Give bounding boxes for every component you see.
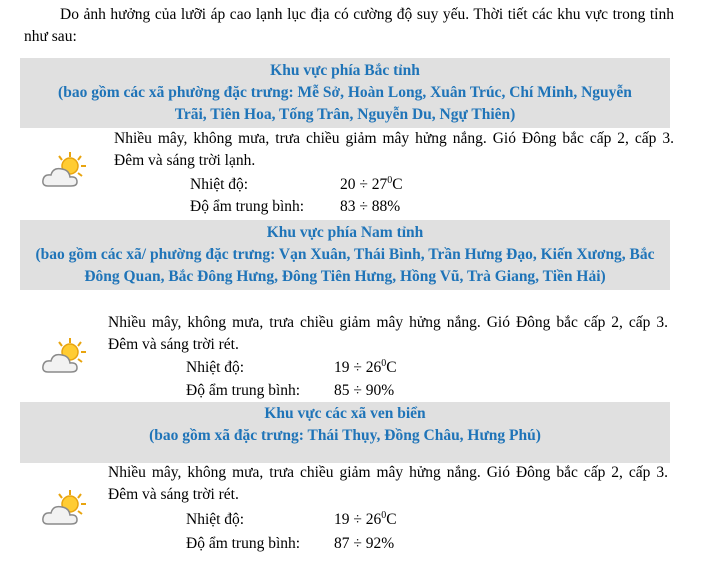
temperature-row <box>190 174 403 196</box>
humidity-label: Độ ẩm trung bình: <box>186 382 301 399</box>
humidity-value: 83 ÷ 88% <box>340 198 401 215</box>
humidity-label: Độ ẩm trung bình: <box>186 535 301 552</box>
partly-cloudy-icon <box>40 488 88 528</box>
partly-cloudy-icon <box>40 150 88 190</box>
temperature-value: $19 \div 26^0C$ <box>334 358 397 376</box>
temperature-label: Nhiệt độ: <box>190 176 249 193</box>
humidity-row <box>186 533 395 555</box>
region-header-south <box>20 220 670 290</box>
region-description: Nhiều mây, không mưa, trưa chiều giảm mây hửng nắng. Gió Đông bắc cấp 2, cấp 3. Đêm và sáng trời rét. <box>108 464 668 503</box>
region-subtitle: (bao gồm xã đặc trưng: Thái Thụy, Đồng Châu, Hưng Phú) <box>149 427 541 444</box>
partly-cloudy-icon <box>40 336 88 376</box>
region-title: Khu vực phía Bắc tỉnh <box>270 62 420 79</box>
region-subtitle: (bao gồm các xã/ phường đặc trưng: Vạn Xuân, Thái Bình, Trần Hưng Đạo, Kiến Xương, Bắc Đông Quan, Bắc Đông Hưng, Đông Tiên Hưng, Hồng Vũ, Trà Giang, Tiền Hải) <box>35 246 655 285</box>
region-description: Nhiều mây, không mưa, trưa chiều giảm mây hửng nắng. Gió Đông bắc cấp 2, cấp 3. Đêm và sáng trời rét. <box>108 314 668 353</box>
region-header-coastal <box>20 402 670 463</box>
humidity-value: 87 ÷ 92% <box>334 535 395 552</box>
humidity-row <box>190 196 401 218</box>
temperature-label: Nhiệt độ: <box>186 511 245 528</box>
humidity-value: 85 ÷ 90% <box>334 382 395 399</box>
temperature-label: Nhiệt độ: <box>186 359 245 376</box>
region-description: Nhiều mây, không mưa, trưa chiều giảm mây hửng nắng. Gió Đông bắc cấp 2, cấp 3. Đêm và sáng trời lạnh. <box>114 130 674 169</box>
temperature-row <box>186 357 397 379</box>
region-title: Khu vực các xã ven biển <box>264 405 426 422</box>
humidity-row <box>186 380 395 402</box>
temperature-value: $19 \div 26^0C$ <box>334 510 397 528</box>
region-subtitle: (bao gồm các xã phường đặc trưng: Mễ Sở, Hoàn Long, Xuân Trúc, Chí Minh, Nguyễn Trãi, Tiên Hoa, Tống Trân, Nguyễn Du, Ngự Thiên) <box>58 84 632 123</box>
temperature-value: $20 \div 27^0C$ <box>340 175 403 193</box>
intro-paragraph: Do ảnh hưởng của lưỡi áp cao lạnh lục địa có cường độ suy yếu. Thời tiết các khu vực trong tỉnh như sau: <box>24 6 674 45</box>
region-title: Khu vực phía Nam tỉnh <box>266 224 424 241</box>
temperature-row <box>186 509 397 531</box>
region-header-north <box>20 58 670 128</box>
humidity-label: Độ ẩm trung bình: <box>190 198 305 215</box>
